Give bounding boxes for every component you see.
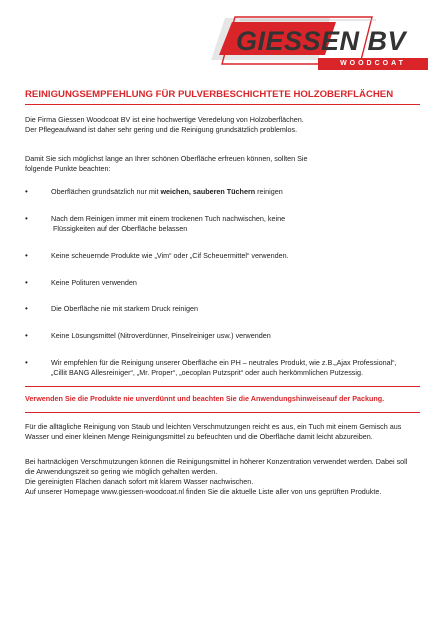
bullet-marker: • [25,214,28,223]
intro-line-1: Die Firma Giessen Woodcoat BV ist eine hochwertige Veredelung von Holzoberflächen. [25,115,304,124]
brand-logo-text: GIESSEN BV [236,26,407,56]
para2-line-4: Auf unserer Homepage www.giessen-woodcoat.nl finden Sie die aktuelle Liste aller von uns geprüften Produkte. [25,487,382,496]
para1-line-1: Für die alltägliche Reinigung von Staub und leichten Verschmutzungen reicht es aus, ein Tuch mit einem Gemisch aus [25,422,402,431]
bullet-marker: • [25,251,28,260]
bullet-item-2-line-2: Flüssigkeiten auf der Oberfläche belassen [53,224,188,233]
bullet-item-5: Die Oberfläche nie mit starkem Druck reinigen [51,304,198,313]
bullet-item-1: Oberflächen grundsätzlich nur mit weichen, sauberen Tüchern reinigen [51,187,283,196]
bullet-item-7-line-1: Wir empfehlen für die Reinigung unserer Oberfläche ein PH – neutrales Produkt, wie z.B.„Ajax Professional“, [51,358,397,367]
bullet-marker: • [25,331,28,340]
brand-subtitle: WOODCOAT [318,58,428,70]
intro-line-2: Der Pflegeaufwand ist daher sehr gering und die Reinigung grundsätzlich problemlos. [25,125,298,134]
para1-line-2: Wasser und einer kleinen Menge Reinigungsmittel zu befeuchten und die Oberfläche damit leicht abzureiben. [25,432,373,441]
bullet-item-1-bold: weichen, sauberen Tüchern [160,187,256,196]
para2-line-3: Die gereinigten Flächen danach sofort mit klarem Wasser nachwischen. [25,477,254,486]
warning-note: Verwenden Sie die Produkte nie unverdünnt und beachten Sie die Anwendungshinweiseauf der Packung. [25,394,385,403]
para2-line-1: Bei hartnäckigen Verschmutzungen können die Reinigungsmittel in höherer Konzentration verwendet werden. Dabei soll [25,457,408,466]
bullet-marker: • [25,278,28,287]
bullet-marker: • [25,304,28,313]
lead-line-2: folgende Punkte beachten: [25,164,111,173]
bullet-item-4: Keine Polituren verwenden [51,278,137,287]
bullet-item-6: Keine Lösungsmittel (Nitroverdünner, Pinselreiniger usw.) verwenden [51,331,271,340]
bullet-item-7-line-2: „Cillit BANG Allesreiniger“, „Mr. Proper“, „oecoplan Putzsprit“ oder auch herkömmlichen Putzessig. [51,368,363,377]
title-divider [25,104,420,105]
para2-line-2: die Anwendungszeit so gering wie möglich gehalten werden. [25,467,218,476]
bullet-item-3: Keine scheuernde Produkte wie „Vim“ oder „Cif Scheuermittel“ verwenden. [51,251,289,260]
warning-divider-top [25,386,420,387]
bullet-marker: • [25,358,28,367]
bullet-item-2-line-1: Nach dem Reinigen immer mit einem trockenen Tuch nachwischen, keine [51,214,286,223]
lead-line-1: Damit Sie sich möglichst lange an Ihrer schönen Oberfläche erfreuen können, sollten Sie [25,154,308,163]
warning-divider-bottom [25,412,420,413]
document-title: REINIGUNGSEMPFEHLUNG FÜR PULVERBESCHICHTETE HOLZOBERFLÄCHEN [25,89,394,100]
bullet-marker: • [25,187,28,196]
